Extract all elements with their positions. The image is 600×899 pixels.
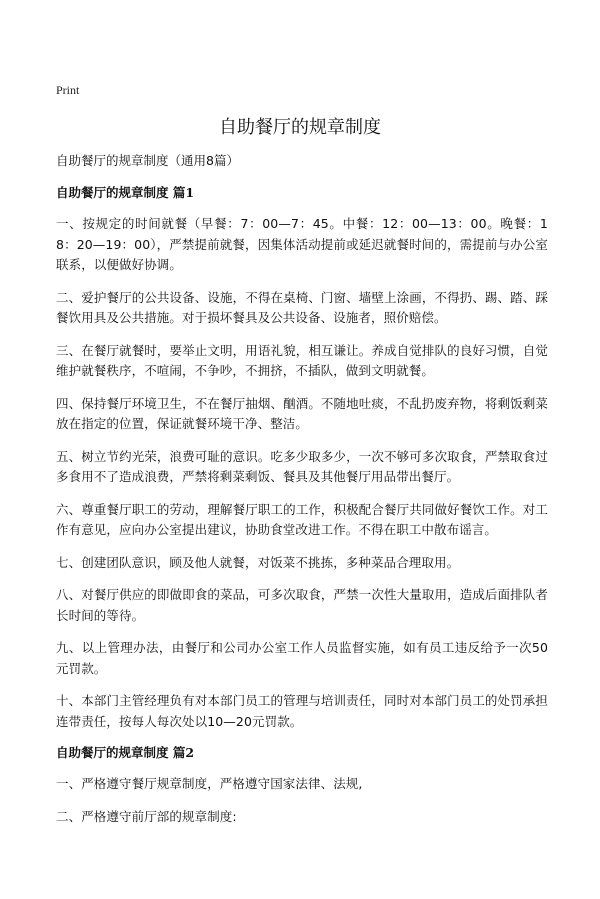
section1-paragraph-8: 八、对餐厅供应的即做即食的菜品，可多次取食，严禁一次性大量取用，造成后面排队者长时间的等待。 — [56, 587, 548, 623]
section1-paragraph-7: 七、创建团队意识，顾及他人就餐，对饭菜不挑拣，多种菜品合理取用。 — [56, 554, 460, 570]
section1-paragraph-1: 一、按规定的时间就餐（早餐：7：00—7：45。中餐：12：00—13：00。晚餐：18：20—19：00），严禁提前就餐，因集体活动提前或延迟就餐时间的，需提前与办公室联系，以便做好协调。 — [56, 216, 548, 272]
document-subtitle: 自助餐厅的规章制度（通用8篇） — [56, 153, 239, 168]
section1-paragraph-6: 六、尊重餐厅职工的劳动，理解餐厅职工的工作，积极配合餐厅共同做好餐饮工作。对工作有意见，应向办公室提出建议，协助食堂改进工作。不得在职工中散布谣言。 — [56, 501, 548, 537]
section1-paragraph-10: 十、本部门主管经理负有对本部门员工的管理与培训责任，同时对本部门员工的处罚承担连带责任，按每人每次处以10—20元罚款。 — [56, 693, 548, 729]
section1-paragraph-2: 二、爱护餐厅的公共设备、设施，不得在桌椅、门窗、墙壁上涂画，不得扔、踢、踏、踩餐饮用具及公共措施。对于损坏餐具及公共设备、设施者，照价赔偿。 — [56, 289, 548, 325]
section1-paragraph-4: 四、保持餐厅环境卫生，不在餐厅抽烟、酗酒。不随地吐痰，不乱扔废弃物，将剩饭剩菜放在指定的位置，保证就餐环境干净、整洁。 — [56, 395, 548, 431]
section-heading-1: 自助餐厅的规章制度 篇1 — [56, 185, 195, 200]
section-heading-2: 自助餐厅的规章制度 篇2 — [56, 745, 195, 760]
print-label: Print — [56, 83, 80, 97]
section1-paragraph-9: 九、以上管理办法，由餐厅和公司办公室工作人员监督实施，如有员工违反给予一次50元罚款。 — [56, 640, 548, 676]
section2-paragraph-1: 一、严格遵守餐厅规章制度，严格遵守国家法律、法规, — [56, 776, 363, 791]
section2-paragraph-2: 二、严格遵守前厅部的规章制度: — [56, 808, 237, 824]
document-body — [56, 151, 548, 839]
section1-paragraph-3: 三、在餐厅就餐时，要举止文明，用语礼貌，相互谦让。养成自觉排队的良好习惯，自觉维护就餐秩序，不喧闹，不争吵，不拥挤，不插队，做到文明就餐。 — [56, 342, 548, 378]
page-title: 自助餐厅的规章制度 — [219, 117, 381, 138]
section1-paragraph-5: 五、树立节约光荣，浪费可耻的意识。吃多少取多少，一次不够可多次取食，严禁取食过多食用不了造成浪费，严禁将剩菜剩饭、餐具及其他餐厅用品带出餐厅。 — [56, 448, 548, 484]
